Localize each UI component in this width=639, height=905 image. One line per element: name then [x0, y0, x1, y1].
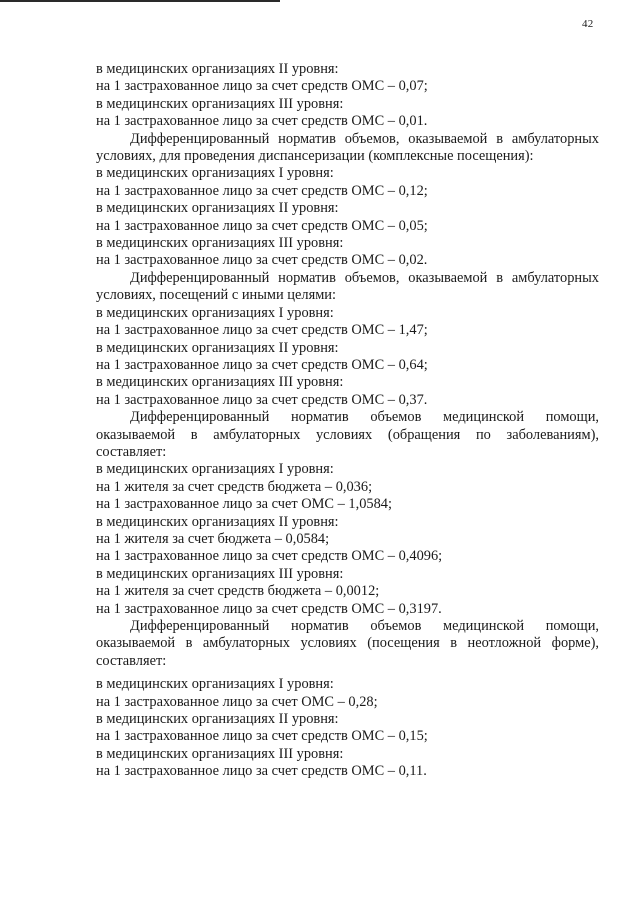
text-line: на 1 застрахованное лицо за счет средств ОМС – 0,3197. [96, 600, 442, 617]
paragraph-heading: Дифференцированный норматив объемов, оказываемой в амбулаторных условиях, посещений с иными целями: [96, 269, 599, 304]
paragraph-heading: Дифференцированный норматив объемов медицинской помощи, оказываемой в амбулаторных условиях (обращения по заболеваниям), составляет: [96, 409, 599, 460]
text-line: на 1 жителя за счет средств бюджета – 0,036; [96, 478, 373, 495]
text-line: на 1 застрахованное лицо за счет средств ОМС – 0,05; [96, 217, 428, 234]
text-line: в медицинских организациях I уровня: [96, 461, 334, 478]
text-line: в медицинских организациях III уровня: [96, 745, 344, 762]
text-line: в медицинских организациях II уровня: [96, 200, 339, 217]
text-line: в медицинских организациях I уровня: [96, 676, 334, 693]
text-line: на 1 застрахованное лицо за счет средств ОМС – 0,07; [96, 78, 428, 95]
page-number: 42 [582, 18, 594, 30]
text-line: на 1 жителя за счет бюджета – 0,0584; [96, 530, 330, 547]
text-line: на 1 застрахованное лицо за счет средств ОМС – 0,15; [96, 728, 428, 745]
text-line: на 1 застрахованное лицо за счет средств ОМС – 0,37. [96, 391, 428, 408]
text-line: в медицинских организациях II уровня: [96, 711, 339, 728]
text-line: на 1 застрахованное лицо за счет средств ОМС – 0,01. [96, 113, 428, 130]
text-line: в медицинских организациях III уровня: [96, 374, 344, 391]
text-line: в медицинских организациях III уровня: [96, 565, 344, 582]
text-line: в медицинских организациях III уровня: [96, 235, 344, 252]
text-line: на 1 застрахованное лицо за счет средств ОМС – 1,47; [96, 322, 428, 339]
text-line: на 1 застрахованное лицо за счет средств ОМС – 0,64; [96, 356, 428, 373]
text-line: на 1 застрахованное лицо за счет ОМС – 1,0584; [96, 496, 392, 513]
text-line: в медицинских организациях II уровня: [96, 339, 339, 356]
scan-edge-line [0, 0, 280, 2]
text-line: в медицинских организациях II уровня: [96, 513, 339, 530]
text-line: на 1 застрахованное лицо за счет средств ОМС – 0,02. [96, 252, 428, 269]
text-line: на 1 застрахованное лицо за счет ОМС – 0,28; [96, 693, 378, 710]
paragraph-heading: Дифференцированный норматив объемов медицинской помощи, оказываемой в амбулаторных условиях (посещения в неотложной форме), составляет: [96, 618, 599, 669]
text-line: на 1 застрахованное лицо за счет средств ОМС – 0,12; [96, 182, 428, 199]
text-line: на 1 застрахованное лицо за счет средств ОМС – 0,11. [96, 763, 427, 780]
text-line: на 1 застрахованное лицо за счет средств ОМС – 0,4096; [96, 548, 443, 565]
text-line: на 1 жителя за счет средств бюджета – 0,0012; [96, 583, 380, 600]
text-line: в медицинских организациях I уровня: [96, 304, 334, 321]
paragraph-heading: Дифференцированный норматив объемов, оказываемой в амбулаторных условиях, для проведения диспансеризации (комплексные посещения): [96, 130, 599, 165]
text-line: в медицинских организациях I уровня: [96, 165, 334, 182]
document-body [96, 61, 599, 781]
text-line: в медицинских организациях III уровня: [96, 95, 344, 112]
text-line: в медицинских организациях II уровня: [96, 61, 339, 77]
